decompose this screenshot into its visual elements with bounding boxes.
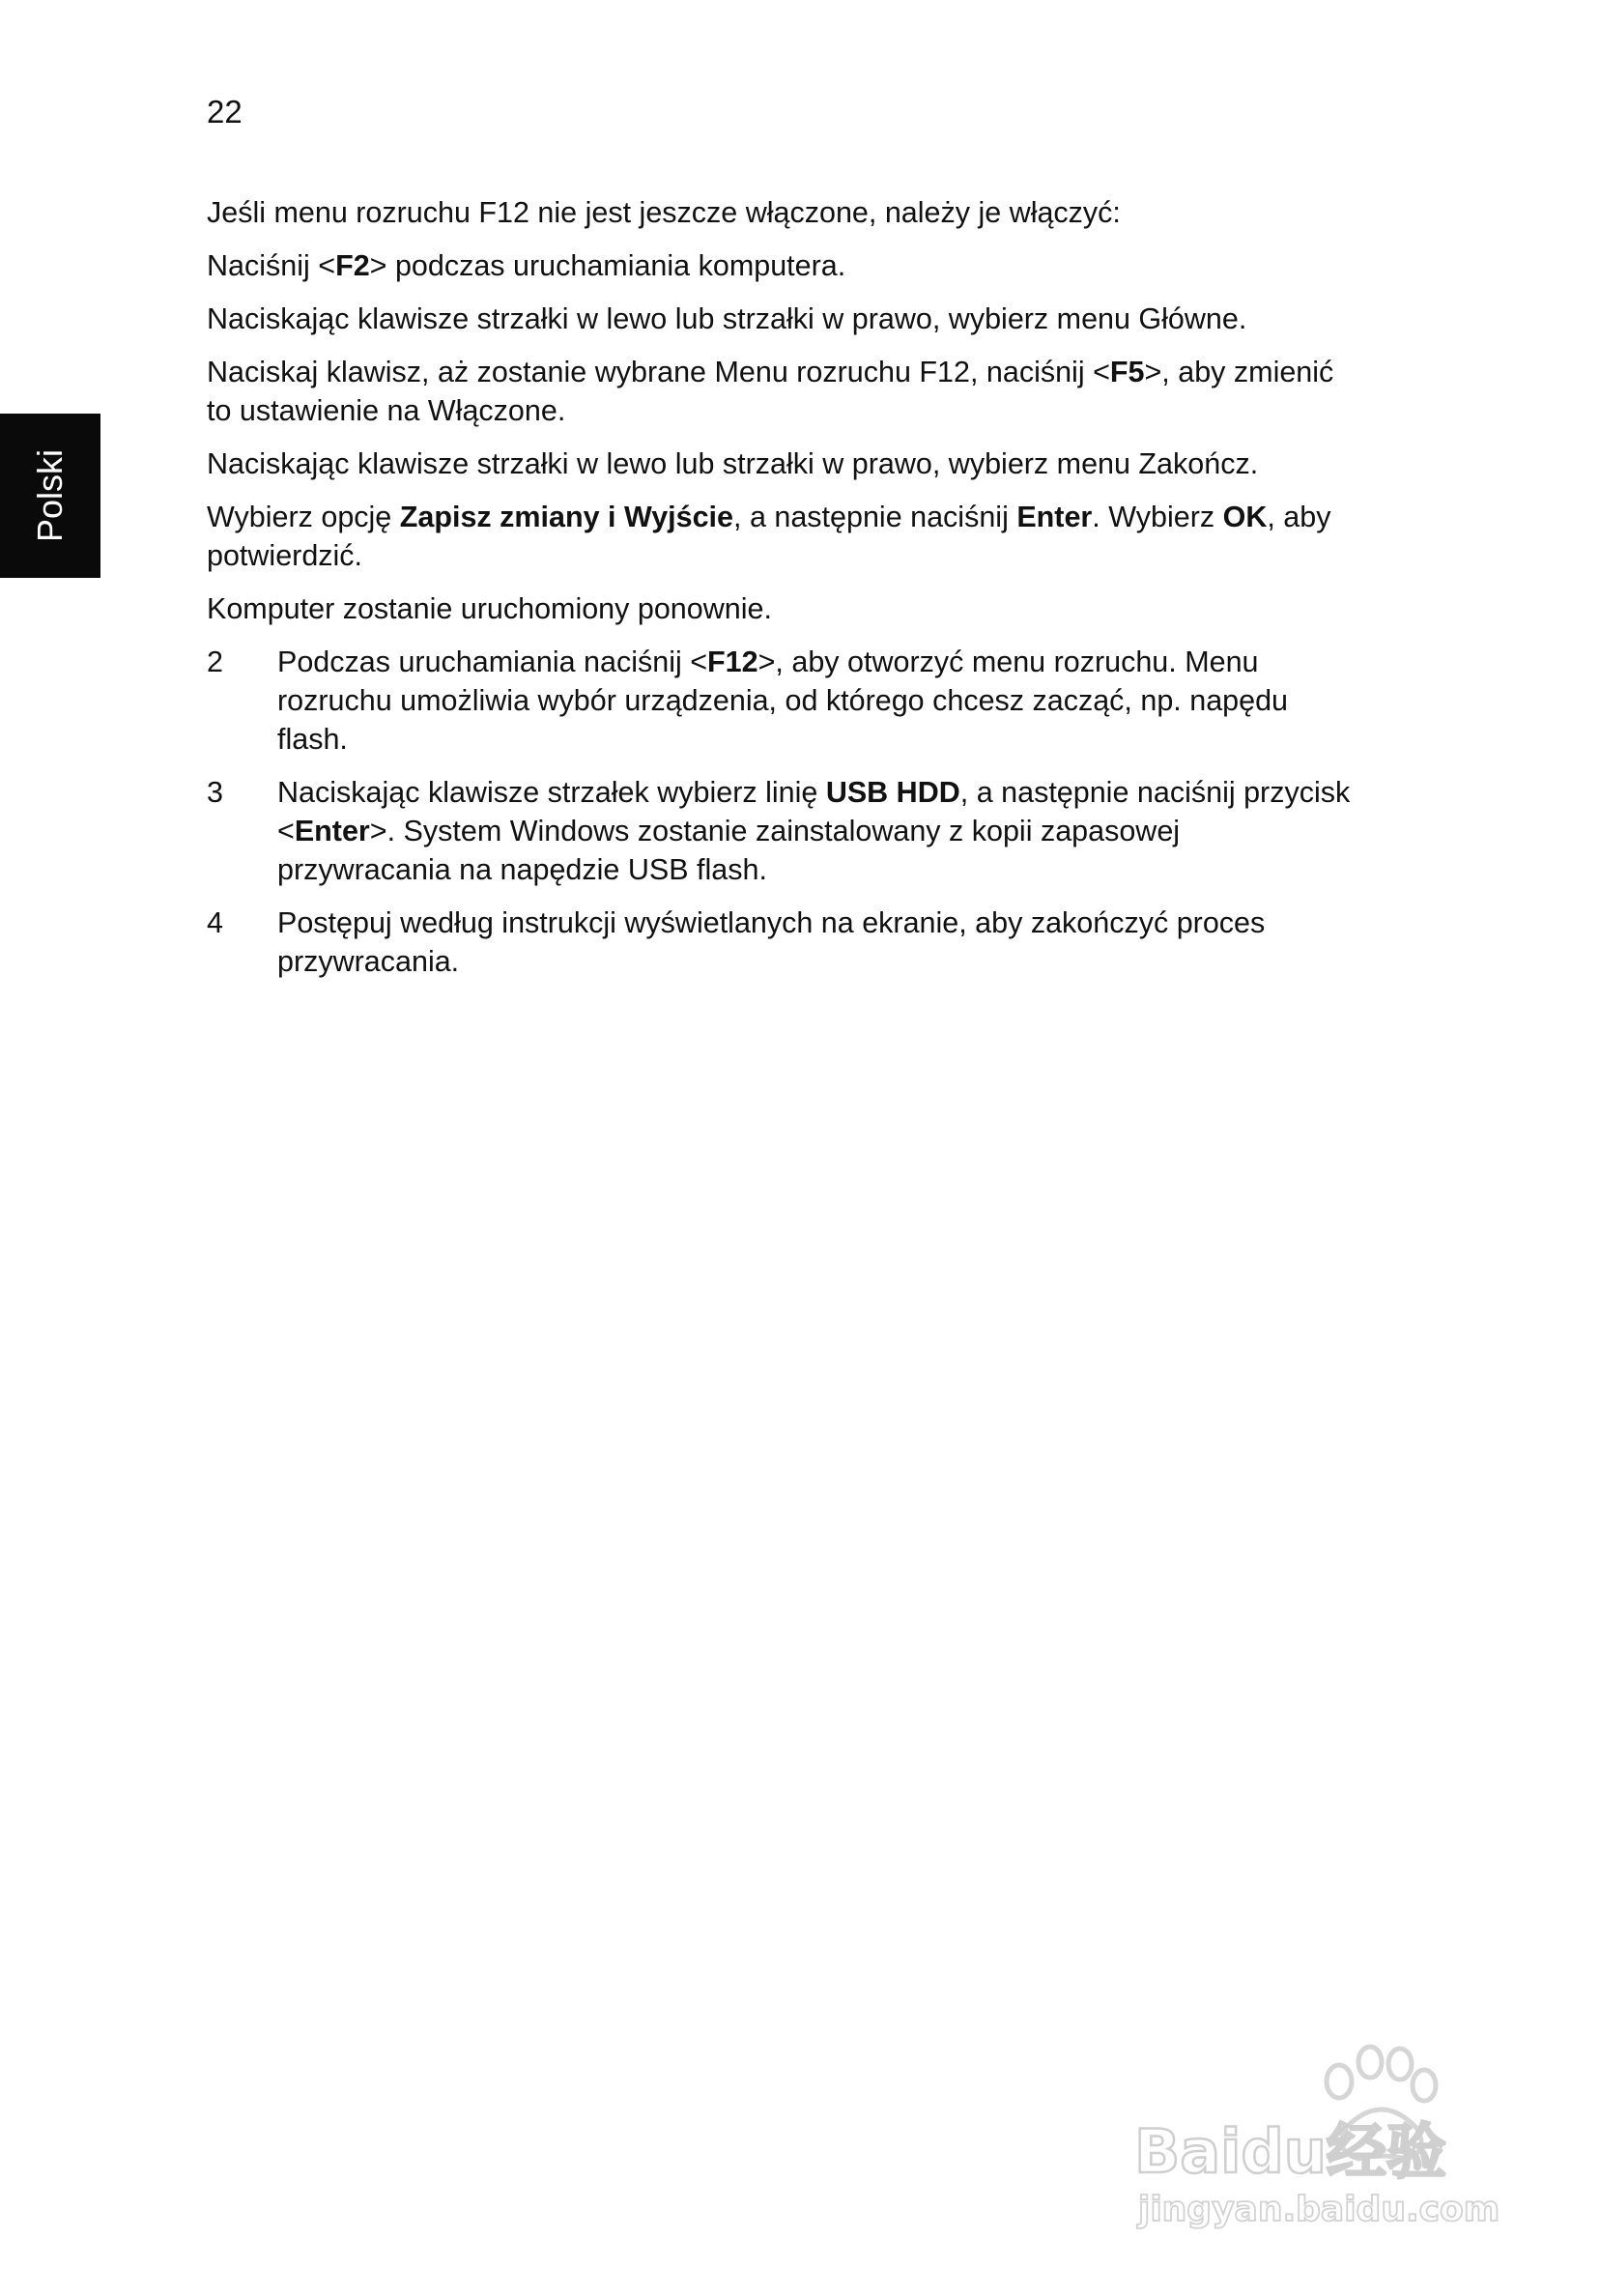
text: . Wybierz <box>1092 501 1223 533</box>
language-tab-label: Polski <box>30 448 70 543</box>
step-text: Postępuj według instrukcji wyświetlanych na ekranie, aby zakończyć proces przywracania. <box>277 906 1266 978</box>
text: Wybierz opcję <box>207 501 400 533</box>
paragraph <box>207 246 1357 285</box>
text: >, aby zmienić to ustawienie na Włączone. <box>207 356 1334 427</box>
step-number: 4 <box>207 906 223 939</box>
text: >, aby otworzyć menu rozruchu. Menu rozruchu umożliwia wybór urządzenia, od którego chcesz zacząć, np. napędu flash. <box>277 646 1289 756</box>
watermark-brand: Baidu经验 <box>1134 2116 1446 2187</box>
step-number: 2 <box>207 646 223 678</box>
text: Podczas uruchamiania naciśnij < <box>277 646 708 678</box>
list-item <box>207 904 1357 981</box>
key-name: Enter <box>1016 501 1093 533</box>
paragraph: Naciskając klawisze strzałki w lewo lub strzałki w prawo, wybierz menu Zakończ. <box>207 447 1259 480</box>
paragraph: Naciskając klawisze strzałki w lewo lub strzałki w prawo, wybierz menu Główne. <box>207 302 1247 335</box>
option-name: USB HDD <box>825 776 960 809</box>
step-text <box>277 643 1357 759</box>
paragraph <box>207 353 1357 430</box>
numbered-steps <box>207 643 1357 981</box>
option-name: OK <box>1222 501 1268 533</box>
key-name: F12 <box>707 646 758 678</box>
text: Naciśnij < <box>207 249 336 282</box>
text: Naciskaj klawisz, aż zostanie wybrane Menu rozruchu F12, naciśnij < <box>207 356 1110 388</box>
text: , a następnie naciśnij <box>733 501 1017 533</box>
document-body <box>207 193 1357 995</box>
text: , a następnie naciśnij przycisk < <box>277 776 1351 847</box>
paragraph <box>207 498 1357 575</box>
language-tab <box>0 414 100 578</box>
list-item <box>207 773 1357 889</box>
text: >. System Windows zostanie zainstalowany z kopii zapasowej przywracania na napędzie USB flash. <box>277 815 1181 886</box>
step-number: 3 <box>207 776 223 809</box>
option-name: Zapisz zmiany i Wyjście <box>399 501 733 533</box>
text: Naciskając klawisze strzałek wybierz linię <box>277 776 826 809</box>
baidu-watermark <box>1129 2039 1505 2232</box>
text: > podczas uruchamiania komputera. <box>369 249 846 282</box>
text: , aby potwierdzić. <box>207 501 1331 572</box>
key-name: F2 <box>335 249 370 282</box>
key-name: Enter <box>294 815 370 847</box>
paragraph: Jeśli menu rozruchu F12 nie jest jeszcze włączone, należy je włączyć: <box>207 196 1121 229</box>
paragraph: Komputer zostanie uruchomiony ponownie. <box>207 592 772 625</box>
step-text <box>277 773 1357 889</box>
key-name: F5 <box>1109 356 1145 388</box>
watermark-url: jingyan.baidu.com <box>1138 2190 1500 2229</box>
list-item <box>207 643 1357 759</box>
page-number: 22 <box>207 94 243 129</box>
